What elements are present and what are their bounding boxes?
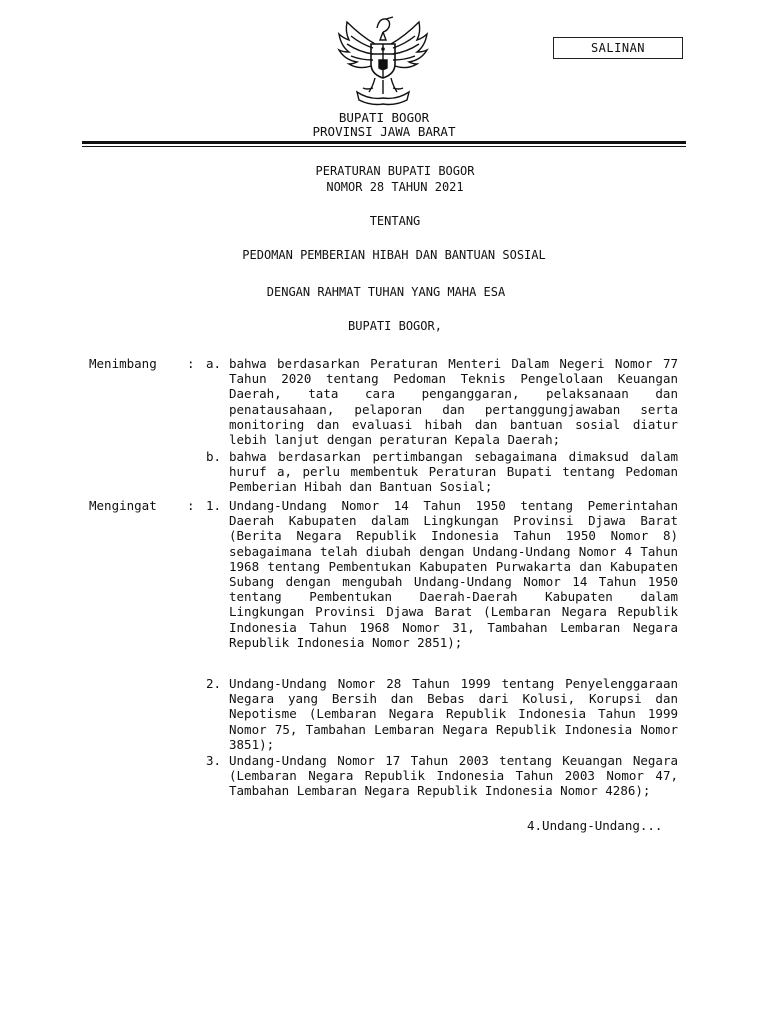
- mengingat-label: Mengingat: [89, 498, 157, 513]
- header-office: BUPATI BOGOR: [338, 110, 430, 125]
- mengingat-colon: :: [187, 498, 195, 513]
- mengingat-item-2: Undang-Undang Nomor 28 Tahun 1999 tentang Penyelenggaraan Negara yang Bersih dan Bebas dari Kolusi, Korupsi dan Nepotisme (Lembaran Negara Republik Indonesia Tahun 1999 Nomor 75, Tambahan Lembaran Negara Republik Indonesia Nomor 3851);: [229, 676, 678, 752]
- mengingat-mark-3: 3.: [205, 753, 221, 768]
- mengingat-mark-1: 1.: [205, 498, 221, 513]
- garuda-emblem-icon: [333, 14, 433, 106]
- menimbang-mark-a: a.: [205, 356, 221, 371]
- menimbang-label: Menimbang: [89, 356, 157, 371]
- regulation-subject: PEDOMAN PEMBERIAN HIBAH DAN BANTUAN SOSIAL: [242, 248, 546, 262]
- mengingat-mark-2: 2.: [205, 676, 221, 691]
- menimbang-colon: :: [187, 356, 195, 371]
- header-rule-thick: [82, 141, 686, 144]
- regulation-number: NOMOR 28 TAHUN 2021: [326, 180, 464, 194]
- salinan-stamp: SALINAN: [553, 37, 683, 59]
- regulation-title: PERATURAN BUPATI BOGOR: [315, 164, 475, 178]
- preamble: DENGAN RAHMAT TUHAN YANG MAHA ESA: [266, 285, 506, 299]
- mengingat-item-1: Undang-Undang Nomor 14 Tahun 1950 tentang Pemerintahan Daerah Kabupaten dalam Lingkungan Provinsi Djawa Barat (Berita Negara Republik Indonesia Tahun 1950 Nomor 8) sebagaimana telah diubah dengan Undang-Undang Nomor 4 Tahun 1968 tentang Pembentukan Kabupaten Purwakarta dan Kabupaten Subang dengan mengubah Undang-Undang Nomor 14 Tahun 1950 tentang Pembentukan Daerah-Daerah Kabupaten dalam Lingkungan Provinsi Djawa Barat (Lembaran Negara Republik Indonesia Tahun 1968 Nomor 31, Tambahan Lembaran Negara Republik Indonesia Nomor 2851);: [229, 498, 678, 650]
- menimbang-mark-b: b.: [205, 449, 221, 464]
- tentang-label: TENTANG: [369, 214, 421, 228]
- menimbang-item-b: bahwa berdasarkan pertimbangan sebagaimana dimaksud dalam huruf a, perlu membentuk Peraturan Bupati tentang Pedoman Pemberian Hibah dan Bantuan Sosial;: [229, 449, 678, 495]
- official-title: BUPATI BOGOR,: [348, 319, 442, 333]
- continuation-marker: 4.Undang-Undang...: [527, 818, 663, 833]
- menimbang-item-a: bahwa berdasarkan Peraturan Menteri Dalam Negeri Nomor 77 Tahun 2020 tentang Pedoman Teknis Pengelolaan Keuangan Daerah, tata cara penganggaran, pelaksanaan dan penatausahaan, pelaporan dan pertanggungjawaban serta monitoring dan evaluasi hibah dan bantuan sosial diatur lebih lanjut dengan peraturan Kepala Daerah;: [229, 356, 678, 448]
- mengingat-item-3: Undang-Undang Nomor 17 Tahun 2003 tentang Keuangan Negara (Lembaran Negara Republik Indonesia Tahun 2003 Nomor 47, Tambahan Lembaran Negara Republik Indonesia Nomor 4286);: [229, 753, 678, 799]
- header-province: PROVINSI JAWA BARAT: [312, 124, 456, 139]
- header-rule-thin: [82, 146, 686, 147]
